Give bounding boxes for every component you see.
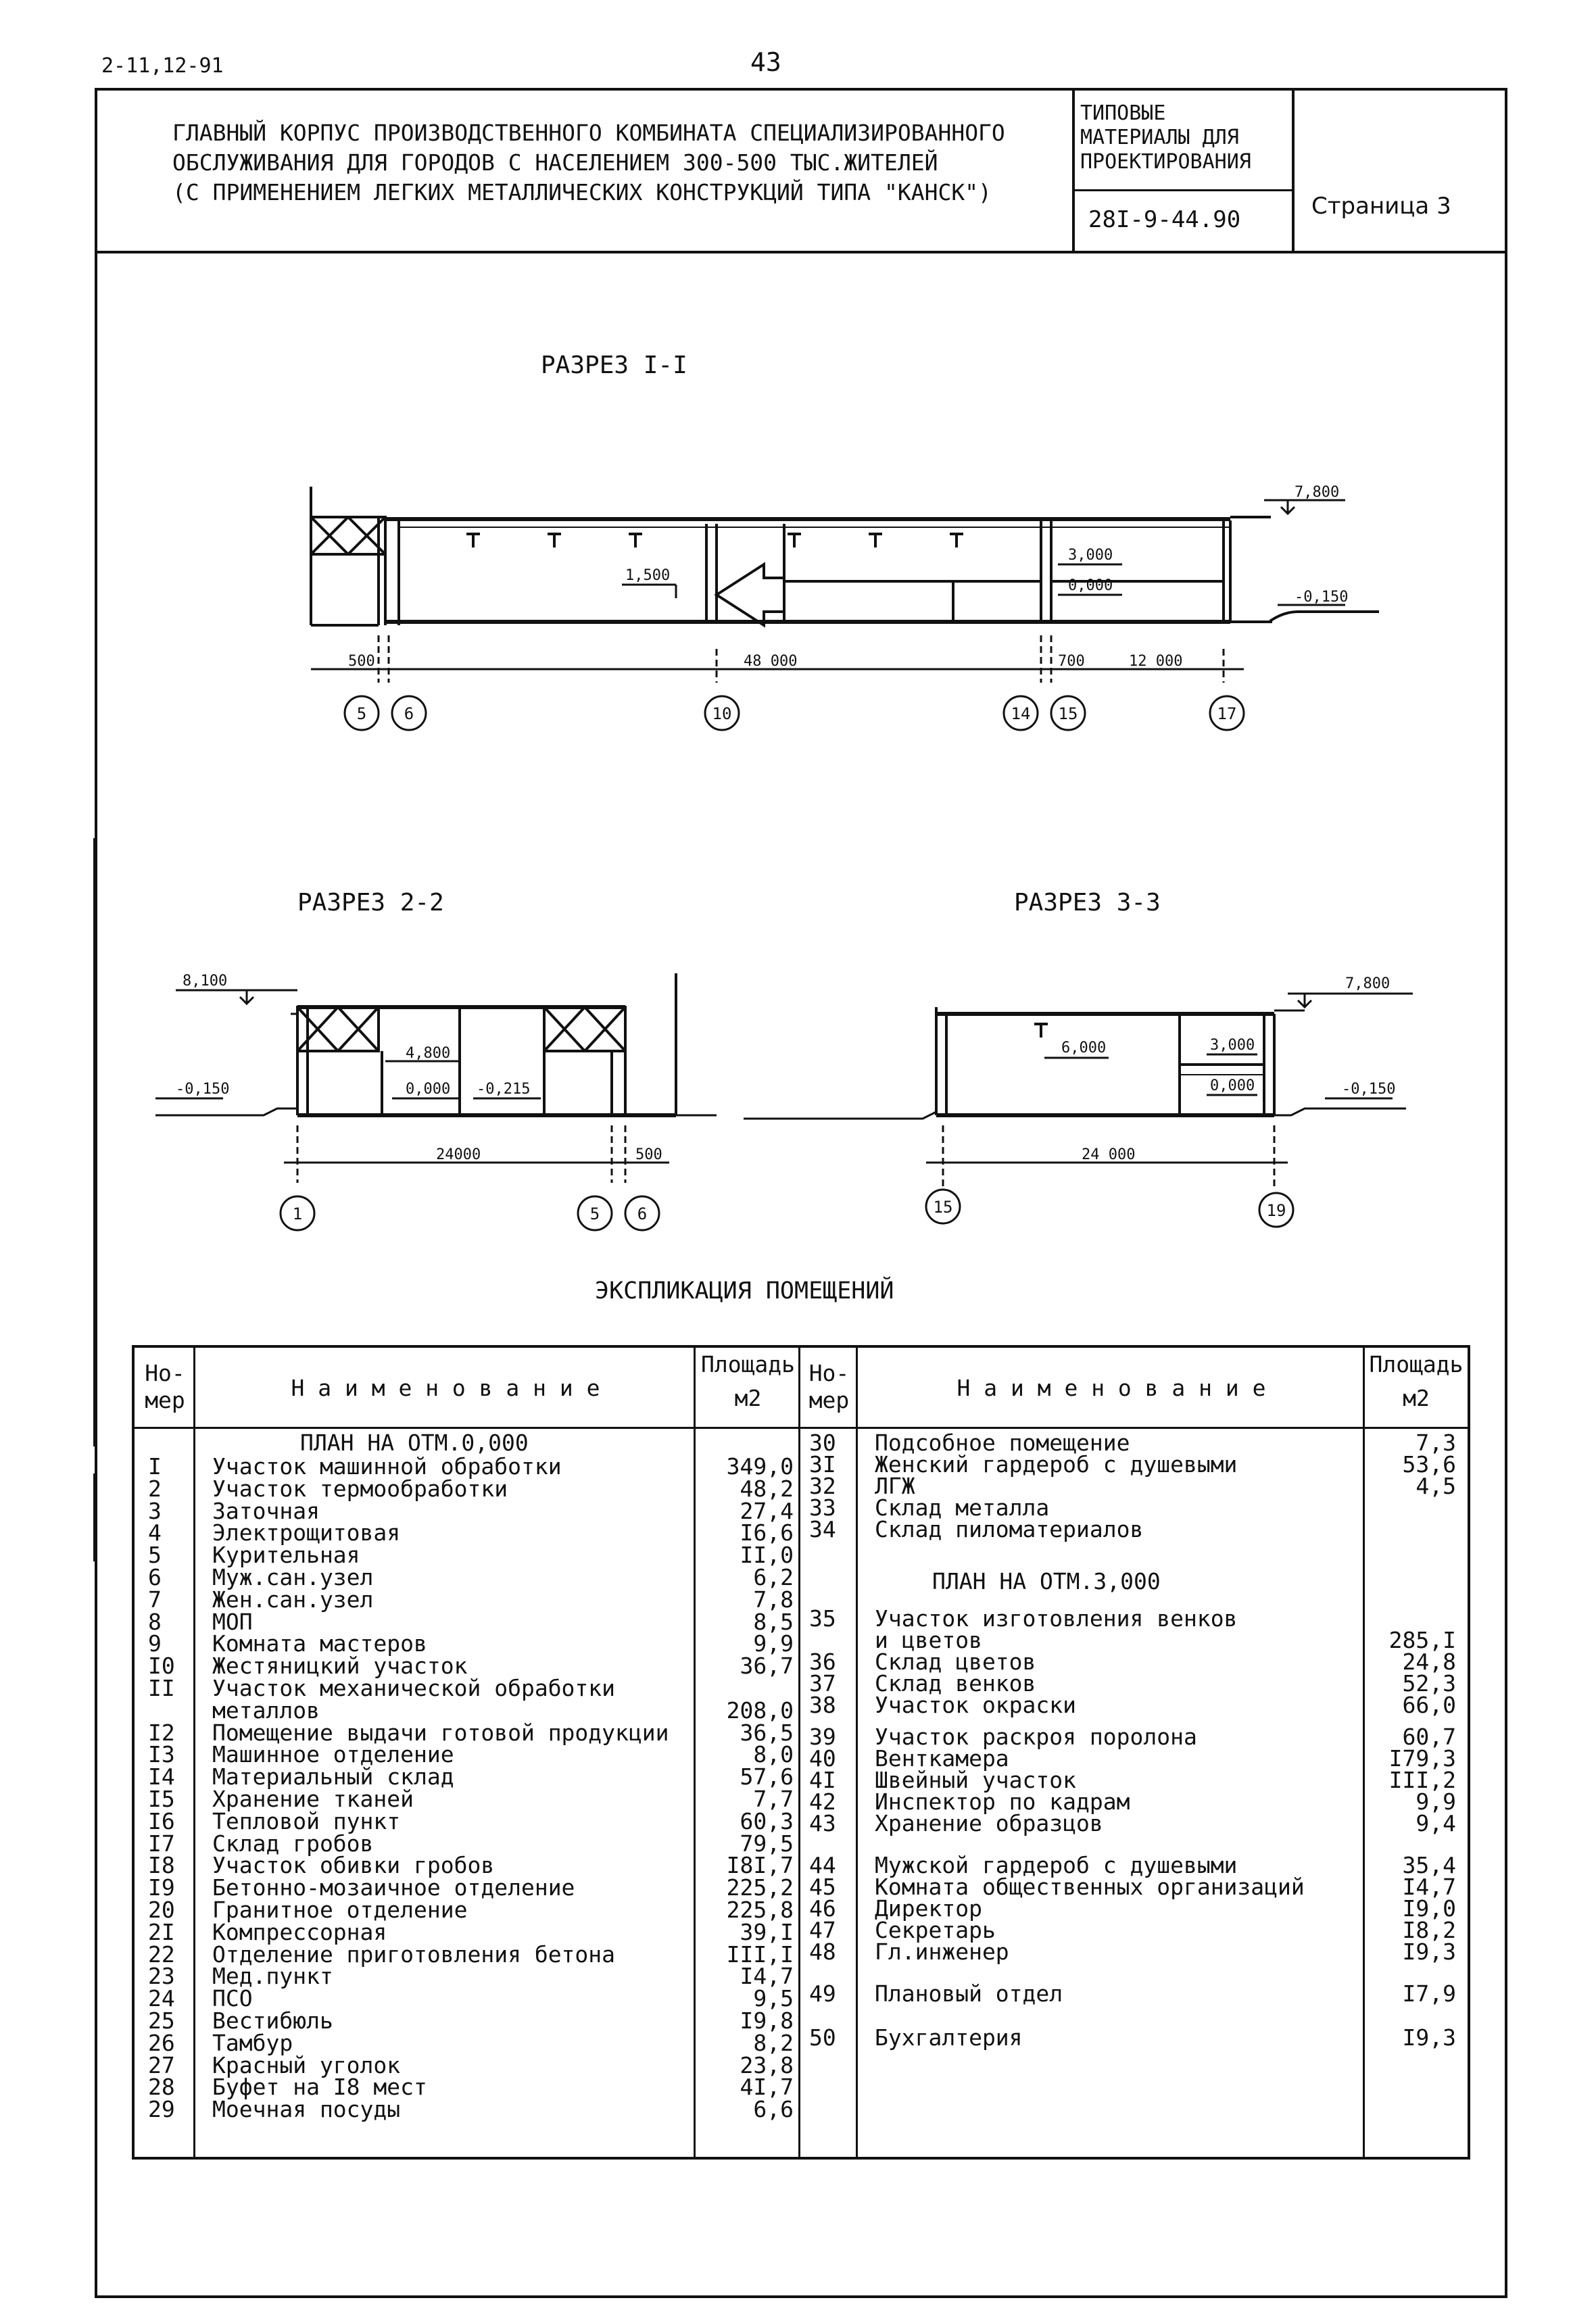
level-label: 3,000 [1068, 547, 1113, 564]
row-number: 39 [809, 1724, 836, 1750]
row-area: I4,7 [740, 1963, 794, 1990]
header-number-line: Но- [808, 1360, 850, 1386]
row-name: МОП [212, 1608, 253, 1635]
header-number-right [800, 1348, 858, 1429]
header-area-line: Площадь [1369, 1351, 1464, 1378]
header-number-line: мер [808, 1387, 850, 1413]
row-name: Компрессорная [212, 1918, 387, 1945]
axis-marker: 15 [1058, 704, 1078, 723]
row-area: 9,9 [753, 1630, 794, 1657]
row-area: I7,9 [1402, 1980, 1456, 2007]
page-label: Страница 3 [1311, 193, 1451, 220]
row-area: 27,4 [740, 1497, 794, 1524]
row-area: I6,6 [740, 1519, 794, 1546]
level-label: 7,800 [1345, 975, 1391, 992]
row-area: 4,5 [1416, 1473, 1456, 1499]
row-area: 35,4 [1402, 1852, 1456, 1878]
row-area: 8,0 [753, 1741, 794, 1768]
axis-marker: 5 [589, 1204, 600, 1223]
level-label: -0,150 [1295, 589, 1349, 606]
row-number: 46 [809, 1895, 836, 1922]
row-name: Жен.сан.узел [212, 1586, 374, 1613]
row-area: 7,7 [753, 1786, 794, 1812]
row-number: 20 [148, 1897, 175, 1923]
row-number: 2 [148, 1475, 162, 1502]
row-area: III,2 [1388, 1767, 1456, 1793]
row-name: и цветов [875, 1627, 982, 1653]
row-name: Мужской гардероб с душевыми [875, 1852, 1238, 1878]
level-label: 3,000 [1210, 1037, 1255, 1054]
dimension-label: 700 [1058, 653, 1085, 670]
row-name: Гранитное отделение [212, 1897, 468, 1923]
row-area: 39,I [740, 1918, 794, 1945]
row-name: Бухгалтерия [875, 2024, 1023, 2051]
level-label: -0,215 [477, 1081, 531, 1098]
level-label: 0,000 [1068, 577, 1113, 594]
row-number: 37 [809, 1670, 836, 1697]
row-area: 8,5 [753, 1608, 794, 1635]
row-number: I [148, 1453, 162, 1480]
dimension-label: 500 [348, 653, 375, 670]
row-name: Склад металла [875, 1494, 1050, 1521]
row-area: 23,8 [740, 2051, 794, 2078]
header-area-line: м2 [734, 1385, 762, 1411]
level-label: 8,100 [183, 973, 228, 990]
row-number: 34 [809, 1516, 836, 1542]
row-area: I9,3 [1402, 2024, 1456, 2051]
row-name: Плановый отдел [875, 1980, 1063, 2007]
row-area: 208,0 [726, 1697, 794, 1724]
row-number: II [148, 1675, 175, 1701]
row-number: 32 [809, 1473, 836, 1499]
row-area: 60,3 [740, 1807, 794, 1834]
row-name: металлов [212, 1697, 320, 1724]
row-area: 60,7 [1402, 1724, 1456, 1750]
row-area: 4I,7 [740, 2074, 794, 2101]
row-name: Склад гробов [212, 1830, 374, 1857]
row-name: Подсобное помещение [875, 1430, 1130, 1456]
header-name: Н а и м е н о в а н и е [195, 1348, 696, 1429]
row-name: Директор [875, 1895, 982, 1922]
row-number: 50 [809, 2024, 836, 2051]
row-number: I5 [148, 1786, 175, 1812]
row-name: Участок окраски [875, 1692, 1077, 1718]
row-name: Участок изготовления венков [875, 1605, 1238, 1632]
dimension-label: 24 000 [1082, 1146, 1136, 1163]
page-number: 43 [750, 47, 781, 77]
row-number: I9 [148, 1874, 175, 1901]
row-area: I9,8 [740, 2007, 794, 2034]
row-area: 225,2 [726, 1874, 794, 1901]
section-1-title: РАЗРЕЗ I-I [541, 351, 687, 379]
axis-marker: 1 [292, 1204, 303, 1223]
materials-line: ТИПОВЫЕ [1080, 101, 1166, 125]
row-area: 9,5 [753, 1985, 794, 2012]
row-area: 8,2 [753, 2029, 794, 2056]
row-area: I8,2 [1402, 1917, 1456, 1943]
dimension-label: 12 000 [1129, 653, 1183, 670]
row-area: 52,3 [1402, 1670, 1456, 1697]
level-label: 6,000 [1061, 1040, 1107, 1056]
axis-marker: 15 [933, 1198, 953, 1217]
row-name: Бетонно-мозаичное отделение [212, 1874, 575, 1901]
row-number: 27 [148, 2051, 175, 2078]
row-number: 28 [148, 2074, 175, 2101]
materials-line: МАТЕРИАЛЫ ДЛЯ [1080, 126, 1239, 149]
level-label: 1,500 [625, 567, 671, 584]
row-name: Швейный участок [875, 1767, 1077, 1793]
row-name: ЛГЖ [875, 1473, 915, 1499]
row-name: Участок термообработки [212, 1475, 508, 1502]
row-area: I9,0 [1402, 1895, 1456, 1922]
row-area: 66,0 [1402, 1692, 1456, 1718]
row-name: Курительная [212, 1542, 360, 1569]
row-area: 6,2 [753, 1564, 794, 1590]
row-number: 42 [809, 1788, 836, 1815]
level-label: 4,800 [406, 1045, 451, 1062]
row-name: Венткамера [875, 1745, 1009, 1772]
dimension-label: 48 000 [744, 653, 798, 670]
row-name: Инспектор по кадрам [875, 1788, 1130, 1815]
row-name: Секретарь [875, 1917, 996, 1943]
row-number: 43 [809, 1810, 836, 1836]
row-number: 6 [148, 1564, 162, 1590]
level-label: 0,000 [1210, 1077, 1255, 1094]
row-number: 5 [148, 1542, 162, 1569]
row-name: Гл.инженер [875, 1939, 1009, 1965]
row-area: 79,5 [740, 1830, 794, 1857]
row-name: Буфет на I8 мест [212, 2074, 427, 2101]
row-number: 38 [809, 1692, 836, 1718]
row-name: Машинное отделение [212, 1741, 454, 1768]
row-number: 8 [148, 1608, 162, 1635]
row-number: 49 [809, 1980, 836, 2007]
row-number: 3 [148, 1497, 162, 1524]
row-number: 33 [809, 1494, 836, 1521]
row-area: I4,7 [1402, 1874, 1456, 1900]
row-name: Отделение приготовления бетона [212, 1941, 616, 1968]
row-number: 44 [809, 1852, 836, 1878]
row-name: Помещение выдачи готовой продукции [212, 1719, 669, 1746]
explication-title: ЭКСПЛИКАЦИЯ ПОМЕЩЕНИЙ [595, 1277, 894, 1305]
row-number: 48 [809, 1939, 836, 1965]
header-number-line: Но- [145, 1360, 185, 1386]
title-line: ОБСЛУЖИВАНИЯ ДЛЯ ГОРОДОВ С НАСЕЛЕНИЕМ 300-500 ТЫС.ЖИТЕЛЕЙ [172, 149, 938, 176]
margin-line [93, 1473, 96, 1561]
row-number: 25 [148, 2007, 175, 2034]
row-number: 3I [809, 1451, 836, 1478]
row-area: 349,0 [726, 1453, 794, 1480]
row-area: III,I [726, 1941, 794, 1968]
row-number: 2I [148, 1918, 175, 1945]
row-number: 9 [148, 1630, 162, 1657]
materials-line: ПРОЕКТИРОВАНИЯ [1080, 150, 1251, 174]
title-line: ГЛАВНЫЙ КОРПУС ПРОИЗВОДСТВЕННОГО КОМБИНАТА СПЕЦИАЛИЗИРОВАННОГО [172, 120, 1005, 146]
row-area: I79,3 [1388, 1745, 1456, 1772]
row-area: 225,8 [726, 1897, 794, 1923]
section-3-title: РАЗРЕЗ 3-3 [1014, 889, 1161, 917]
row-name: Склад венков [875, 1670, 1036, 1697]
row-name: Жестяницкий участок [212, 1653, 468, 1680]
axis-marker: 17 [1217, 704, 1237, 723]
row-number: I4 [148, 1763, 175, 1790]
explication-table [132, 1345, 1470, 2160]
row-area: 48,2 [740, 1475, 794, 1502]
row-area: 7,8 [753, 1586, 794, 1613]
row-number: 35 [809, 1605, 836, 1632]
row-number: 26 [148, 2029, 175, 2056]
axis-marker: 6 [637, 1204, 648, 1223]
header-number [135, 1348, 195, 1429]
header-number-line: мер [145, 1387, 185, 1413]
title-line: (С ПРИМЕНЕНИЕМ ЛЕГКИХ МЕТАЛЛИЧЕСКИХ КОНСТРУКЦИЙ ТИПА "КАНСК") [172, 179, 992, 205]
row-number: 7 [148, 1586, 162, 1613]
dimension-label: 500 [635, 1146, 662, 1163]
row-name: Участок обивки гробов [212, 1852, 495, 1879]
axis-marker: 5 [356, 704, 367, 723]
row-area: I8I,7 [726, 1852, 794, 1879]
doc-code: 28I-9-44.90 [1088, 206, 1241, 233]
row-area: 36,5 [740, 1719, 794, 1746]
axis-marker: 6 [404, 704, 414, 723]
row-area: 36,7 [740, 1653, 794, 1680]
axis-marker: 19 [1266, 1201, 1286, 1220]
level-label: -0,150 [1342, 1081, 1396, 1098]
row-number: 29 [148, 2096, 175, 2123]
row-number: 36 [809, 1649, 836, 1675]
row-number: I2 [148, 1719, 175, 1746]
row-name: Заточная [212, 1497, 320, 1524]
level-label: -0,150 [176, 1081, 230, 1098]
row-name: Комната общественных организаций [875, 1874, 1305, 1900]
row-name: Участок механической обработки [212, 1675, 616, 1701]
row-name: Комната мастеров [212, 1630, 427, 1657]
row-name: Женский гардероб с душевыми [875, 1451, 1238, 1478]
row-number: I8 [148, 1852, 175, 1879]
row-number: I3 [148, 1741, 175, 1768]
row-area: 24,8 [1402, 1649, 1456, 1675]
row-name: Хранение тканей [212, 1786, 414, 1812]
level-label: 0,000 [406, 1081, 451, 1098]
row-number: I7 [148, 1830, 175, 1857]
row-area: 9,9 [1416, 1788, 1456, 1815]
row-number: I0 [148, 1653, 175, 1680]
row-area: 7,3 [1416, 1430, 1456, 1456]
axis-marker: 14 [1011, 704, 1031, 723]
row-name: Участок машинной обработки [212, 1453, 562, 1480]
row-name: ПСО [212, 1985, 253, 2012]
row-name: Электрощитовая [212, 1519, 401, 1546]
row-number: I6 [148, 1807, 175, 1834]
row-name: Вестибюль [212, 2007, 333, 2034]
row-name: Склад цветов [875, 1649, 1036, 1675]
row-number: 40 [809, 1745, 836, 1772]
row-area: 53,6 [1402, 1451, 1456, 1478]
row-number: 4 [148, 1519, 162, 1546]
row-name: Красный уголок [212, 2051, 401, 2078]
row-area: 285,I [1388, 1627, 1456, 1653]
sheet-code: 2-11,12-91 [101, 54, 224, 78]
row-area: I9,3 [1402, 1939, 1456, 1965]
row-name: Материальный склад [212, 1763, 454, 1790]
row-number: 23 [148, 1963, 175, 1990]
row-area: II,0 [740, 1542, 794, 1569]
row-name: Мед.пункт [212, 1963, 333, 1990]
row-name: Муж.сан.узел [212, 1564, 374, 1590]
row-number: 22 [148, 1941, 175, 1968]
header-name-right: Н а и м е н о в а н и е [858, 1348, 1365, 1429]
row-number: 30 [809, 1430, 836, 1456]
header-area-line: м2 [1403, 1385, 1430, 1411]
level-label: 7,800 [1295, 484, 1340, 501]
section-2-title: РАЗРЕЗ 2-2 [297, 889, 444, 917]
row-area: 57,6 [740, 1763, 794, 1790]
row-number: 45 [809, 1874, 836, 1900]
row-number: 47 [809, 1917, 836, 1943]
row-name: Тепловой пункт [212, 1807, 401, 1834]
row-area: 9,4 [1416, 1810, 1456, 1836]
row-area: 6,6 [753, 2096, 794, 2123]
right-subheader: ПЛАН НА ОТМ.3,000 [932, 1568, 1161, 1594]
left-subheader: ПЛАН НА ОТМ.0,000 [300, 1430, 529, 1456]
dimension-label: 24000 [436, 1146, 481, 1163]
row-name: Моечная посуды [212, 2096, 401, 2123]
header-area-line: Площадь [700, 1351, 796, 1378]
row-name: Тамбур [212, 2029, 293, 2056]
header-area-right [1365, 1348, 1468, 1429]
row-number: 24 [148, 1985, 175, 2012]
row-name: Хранение образцов [875, 1810, 1103, 1836]
row-number: 4I [809, 1767, 836, 1793]
row-name: Склад пиломатериалов [875, 1516, 1144, 1542]
row-name: Участок раскроя поролона [875, 1724, 1197, 1750]
header-area [696, 1348, 800, 1429]
axis-marker: 10 [712, 704, 732, 723]
